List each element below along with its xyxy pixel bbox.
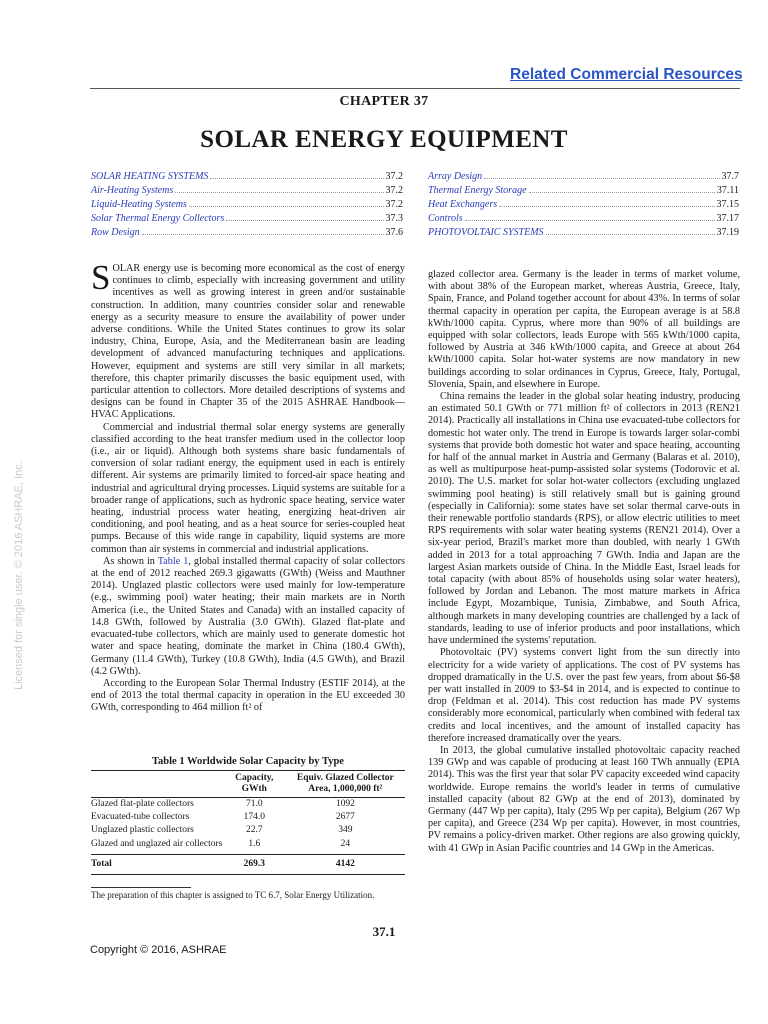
table-row (91, 811, 405, 824)
body-right-column (428, 269, 740, 855)
body-paragraph: According to the European Solar Thermal Industry (ESTIF 2014), at the end of 2013 the total thermal capacity in operation in the EU exceeded 30 GWth, corresponding to 464 million ft² of (91, 677, 405, 714)
toc-entry-page: 37.19 (716, 227, 739, 238)
footnote-rule (91, 887, 191, 888)
toc-entry-page: 37.2 (385, 185, 403, 196)
toc-dot-leader (175, 192, 383, 193)
table-row (91, 824, 405, 837)
toc-dot-leader (142, 234, 384, 235)
table-cell-capacity: 71.0 (245, 799, 263, 809)
toc-entry[interactable] (91, 212, 403, 226)
toc-entry-page: 37.2 (385, 199, 403, 210)
toc-left-column (91, 170, 403, 240)
toc-dot-leader (465, 220, 715, 221)
body-paragraph: In 2013, the global cumulative installed photovoltaic capacity reached 139 GWp and was capable of producing at least 160 TWh annually (EPIA 2014). This was the first year that solar PV capacity exceeded wind capacity worldwide. Europe remains the world's leader in terms of cumulative installed capacity (about 82 GWp at the end of 2013), dominated by Germany (447 Wp per capita), Italy (295 Wp per capita), Belgium (267 Wp per capita), and Greece (234 Wp per capita). However, in most countries, PV remains a policy-driven market. Other regions are also growing quickly, with 41 GWp in Asian Pacific countries and 14 GWp in the Americas. (428, 744, 740, 854)
toc-entry[interactable] (91, 184, 403, 198)
toc-entry-label[interactable]: Air-Heating Systems (91, 185, 174, 196)
table-total-capacity: 269.3 (223, 854, 286, 874)
toc-dot-leader (529, 192, 715, 193)
table-cell-area: 24 (340, 838, 351, 849)
toc-entry[interactable] (91, 226, 403, 240)
col-capacity-header: Capacity, GWth (223, 771, 286, 798)
table-cell-capacity: 1.6 (248, 838, 261, 849)
toc-entry-label[interactable]: Liquid-Heating Systems (91, 199, 187, 210)
table-total-type: Total (91, 854, 223, 874)
table-cell-capacity: 22.7 (245, 825, 263, 836)
toc-entry[interactable] (428, 226, 739, 240)
toc-dot-leader (226, 220, 383, 221)
toc-entry[interactable] (428, 184, 739, 198)
toc-entry-label[interactable]: Thermal Energy Storage (428, 185, 527, 196)
toc-dot-leader (484, 178, 719, 179)
copyright-notice: Copyright © 2016, ASHRAE (90, 944, 227, 956)
footnote: The preparation of this chapter is assigned to TC 6.7, Solar Energy Utilization. (91, 890, 375, 900)
body-paragraph: glazed collector area. Germany is the leader in terms of market volume, with about 38% of the European market, whereas Austria, Greece, Italy, Spain, France, and Poland together account for about 43%. In terms of solar thermal capacity in operation per capita, the European average is at 58.8 kWth/1000 capita. Cyprus, where more than 90% of all buildings are equipped with solar collectors, leads Europe with 565 kWth/1000 capita, followed by Austria at 346 kWth/1000 capita, and Greece at about 264 kWth/1000 capita. Solar hot-water systems are now mandatory in new buildings according to solar ordinances in Cyprus, Greece, Italy, Portugal, Slovenia, Spain, and elsewhere in Europe. (428, 269, 740, 390)
table-1-link[interactable]: Table 1 (157, 555, 189, 567)
body-paragraph: As shown in Table 1, global installed thermal capacity of solar collectors at the end of 2012 reached 269.3 gigawatts (GWth) (Weiss and Mauthner 2014). Unglazed plastic collectors were used mainly for low-temperature (e.g., swimming pool) water heating; their main markets are in North America (i.e., the United States and Canada) with an installed capacity of 14.8 GWth, followed by Australia (3.0 GWth). Glazed flat-plate and evacuated-tube collectors, which are mainly used to generate domestic hot water and space heating, dominate the market in China (180.4 GWth), Germany (11.4 GWth), Turkey (10.8 GWth), India (4.5 GWth), and Brazil (4.2 GWth). (91, 555, 406, 677)
body-paragraph: Commercial and industrial thermal solar energy systems are generally classified according to the heat transfer medium used in the collector loop (i.e., air or liquid). Although both systems share basic fundamentals of conversion of solar radiant energy, the equipment used in each is entirely different. Air systems are primarily limited to forced-air space heating and industrial and agricultural drying processes. Liquid systems are suitable for a broader range of applications, such as hydronic space heating, service water heating, industrial process water heating, energizing heat-driven air conditioning, and pool heating, and as a heat source for series-coupled heat pumps. Because of this wide range in capability, liquid systems are more common than air systems in commercial and industrial applications. (91, 421, 405, 555)
toc-entry-label[interactable]: Array Design (428, 171, 483, 182)
toc-entry-label[interactable]: Heat Exchangers (428, 199, 498, 210)
toc-entry-label[interactable]: Row Design (91, 227, 140, 238)
toc-right-column (428, 170, 739, 240)
table-total-row (91, 854, 405, 874)
table-cell-capacity: 174.0 (243, 812, 265, 823)
toc-dot-leader (499, 206, 714, 207)
toc-entry[interactable] (428, 212, 739, 226)
toc-entry-page: 37.6 (385, 227, 403, 238)
table-cell-type: Evacuated-tube collectors (91, 812, 190, 823)
table-cell-type: Glazed flat-plate collectors (91, 799, 194, 809)
related-commercial-resources-link[interactable]: Related Commercial Resources (510, 66, 743, 83)
table-cell-area: 2677 (335, 812, 355, 823)
header-rule (90, 88, 740, 89)
table-cell-type: Unglazed plastic collectors (91, 825, 194, 836)
toc-entry[interactable] (428, 198, 739, 212)
toc-entry[interactable] (91, 170, 403, 184)
page-title: SOLAR ENERGY EQUIPMENT (200, 126, 568, 153)
toc-dot-leader (546, 234, 715, 235)
toc-entry-label[interactable]: SOLAR HEATING SYSTEMS (91, 171, 209, 182)
drop-cap: S (91, 258, 111, 297)
body-left-column (91, 258, 406, 715)
toc-entry-label[interactable]: Controls (428, 213, 463, 224)
toc-entry-label[interactable]: Solar Thermal Energy Collectors (91, 213, 225, 224)
col-area-header: Equiv. Glazed Collector Area, 1,000,000 ft² (286, 771, 405, 798)
toc-dot-leader (189, 206, 384, 207)
toc-entry-page: 37.3 (385, 213, 403, 224)
toc-entry-label[interactable]: PHOTOVOLTAIC SYSTEMS (428, 227, 544, 238)
toc-entry-page: 37.7 (721, 171, 739, 182)
toc-dot-leader (210, 178, 383, 179)
body-paragraph: China remains the leader in the global solar heating industry, producing an estimated 50.1 GWth or 771 million ft² of collectors in 2013 (REN21 2014). Practically all installations in China use evacuated-tube collectors for domestic hot water only. The trend in Europe is towards larger solar-combi systems that provide both domestic hot water and space heating, accounting for half of the annual market in Austria and Germany (Balaras et al. 2010), as well as multipurpose heat-pump-assisted solar systems (Todorovic et al. 2010). The U.S. market for solar hot-water collectors (excluding unglazed swimming pool heating) is still relatively small but is gaining ground (especially in California): some states have set solar thermal carve-outs in their renewable portfolio standards (RPS), or allow electric utilities to meet RPS requirements with solar water heating systems (REN21 2014). Over a six-year period, Brazil's market more than doubled, with nearly 1 GWth added in 2013 for a total approaching 7 GWth. India and Japan are the largest Asian markets outside of China. In the Middle East, Israel leads for total capacity (with about 85% of households using solar water heaters), followed by Jordan and Lebanon. The most mature markets in Africa include Egypt, Mozambique, Tunisia, Zimbabwe, and South Africa, although markets in many developing countries are challenged by a lack of standards, leading to use of inferior products and poor installations, which have undermined the systems' reputation. (428, 391, 740, 647)
toc-entry-page: 37.17 (716, 213, 739, 224)
table-cell-area: 1092 (335, 799, 355, 809)
table-cell-type: Glazed and unglazed air collectors (91, 838, 223, 849)
toc-entry-page: 37.2 (385, 171, 403, 182)
table-row (91, 838, 405, 855)
toc-entry-page: 37.15 (716, 199, 739, 210)
chapter-label: CHAPTER 37 (339, 94, 429, 109)
table-title: Table 1 Worldwide Solar Capacity by Type (152, 756, 344, 767)
table-total-area: 4142 (286, 854, 405, 874)
table-cell-area: 349 (338, 825, 353, 836)
page-number: 37.1 (372, 924, 396, 939)
body-paragraph: Photovoltaic (PV) systems convert light from the sun directly into electricity for a wide variety of applications. The cost of PV systems has dropped dramatically in the U.S. over the past few years, from about $6-$8 per watt installed in 2009 to $3-$4 in 2014, and is expected to continue to drop (Feldman et al. 2014). This cost reduction has made PV systems considerably more economical, particularly when combined with federal tax credits and local incentives, and the amount of installed capacity has therefore increased dramatically over the years. (428, 647, 740, 744)
toc-entry-page: 37.11 (716, 185, 739, 196)
table-row (91, 798, 405, 812)
intro-paragraph: SOLAR energy use is becoming more economical as the cost of energy continues to climb, especially with increasing government and utility incentives as well as growing interest in green and/or sustainable construction. In addition, many countries consider solar and renewable energy as a security measure to ensure the availability of power under adverse conditions. While the United States continues to grow its solar industry, China, Europe, Asia, and the Mediterranean basin are leading development of advanced manufacturing techniques and applications. However, equipment and systems are still very similar in all markets; therefore, this chapter primarily discusses the basic equipment used, with particular attention to collectors. More detailed descriptions of systems and designs can be found in Chapter 35 of the 2015 ASHRAE Handbook—HVAC Applications. (91, 258, 405, 421)
solar-capacity-table (91, 770, 405, 875)
toc-entry[interactable] (91, 198, 403, 212)
toc-entry[interactable] (428, 170, 739, 184)
